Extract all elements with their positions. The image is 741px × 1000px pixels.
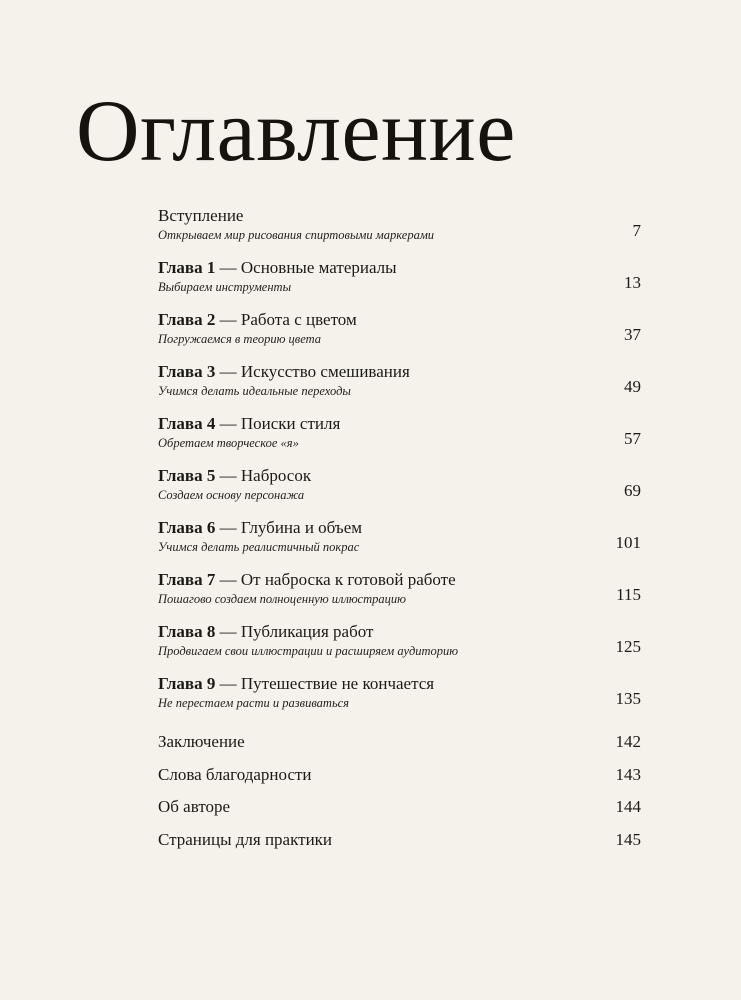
dash: — xyxy=(215,570,241,589)
page-number: 101 xyxy=(615,533,641,552)
entry-subtitle: Учимся делать идеальные переходы xyxy=(158,384,351,398)
page-number: 135 xyxy=(615,689,641,708)
toc-entry-intro[interactable] xyxy=(158,205,641,257)
entry-heading xyxy=(158,205,641,227)
chapter-number: Глава 9 xyxy=(158,674,216,693)
entry-title: Публикация работ xyxy=(240,622,374,641)
dash: — xyxy=(215,362,241,381)
page-number: 144 xyxy=(615,797,641,816)
entry-title: Глубина и объем xyxy=(240,518,362,537)
dash: — xyxy=(215,518,241,537)
chapter-number: Глава 4 xyxy=(158,414,216,433)
entry-title: Об авторе xyxy=(158,797,231,816)
page-number: 37 xyxy=(624,325,641,344)
dash: — xyxy=(215,674,241,693)
toc-entry-chapter-4[interactable] xyxy=(158,413,641,465)
entry-heading xyxy=(158,673,641,695)
page-number: 13 xyxy=(624,273,641,292)
dash: — xyxy=(215,414,241,433)
page-number: 49 xyxy=(624,377,641,396)
entry-subtitle: Открываем мир рисования спиртовыми маркерами xyxy=(158,228,435,242)
page-number: 57 xyxy=(624,429,641,448)
page-number: 69 xyxy=(624,481,641,500)
entry-heading xyxy=(158,569,641,591)
entry-title: Основные материалы xyxy=(240,258,397,277)
dash: — xyxy=(215,622,241,641)
page-title: Оглавление xyxy=(76,83,516,180)
toc-entry-chapter-7[interactable] xyxy=(158,569,641,621)
entry-subtitle: Учимся делать реалистичный покрас xyxy=(158,540,360,554)
toc-entry-chapter-6[interactable] xyxy=(158,517,641,569)
toc-entry-about-author[interactable] xyxy=(158,796,641,829)
entry-subtitle: Обретаем творческое «я» xyxy=(158,436,299,450)
entry-heading xyxy=(158,309,641,331)
table-of-contents xyxy=(158,205,641,861)
page-number: 142 xyxy=(615,732,641,751)
entry-heading xyxy=(158,621,641,643)
entry-title: Искусство смешивания xyxy=(240,362,410,381)
entry-title: Поиски стиля xyxy=(240,414,341,433)
toc-entry-acknowledgements[interactable] xyxy=(158,764,641,797)
entry-subtitle: Выбираем инструменты xyxy=(158,280,292,294)
entry-subtitle: Не перестаем расти и развиваться xyxy=(158,696,349,710)
entry-heading xyxy=(158,257,641,279)
chapter-number: Глава 5 xyxy=(158,466,216,485)
toc-entry-conclusion[interactable] xyxy=(158,731,641,764)
entry-heading xyxy=(158,465,641,487)
page-number: 7 xyxy=(632,221,641,240)
entry-subtitle: Погружаемся в теорию цвета xyxy=(158,332,322,346)
page-number: 115 xyxy=(616,585,641,604)
chapter-number: Глава 1 xyxy=(158,258,216,277)
entry-heading xyxy=(158,361,641,383)
entry-title: Заключение xyxy=(158,732,245,751)
entry-title: Путешествие не кончается xyxy=(240,674,435,693)
entry-title: Набросок xyxy=(240,466,312,485)
page-number: 143 xyxy=(615,764,641,784)
toc-entry-chapter-3[interactable] xyxy=(158,361,641,413)
toc-entry-practice-pages[interactable] xyxy=(158,829,641,862)
entry-subtitle: Создаем основу персонажа xyxy=(158,488,305,502)
chapter-number: Глава 6 xyxy=(158,518,216,537)
entry-title: От наброска к готовой работе xyxy=(240,570,456,589)
chapter-number: Глава 7 xyxy=(158,570,216,589)
toc-entry-chapter-2[interactable] xyxy=(158,309,641,361)
entry-title: Слова благодарности xyxy=(158,764,312,784)
toc-entry-chapter-5[interactable] xyxy=(158,465,641,517)
entry-subtitle: Пошагово создаем полноценную иллюстрацию xyxy=(158,592,406,606)
page-number: 145 xyxy=(615,829,641,849)
entry-title: Страницы для практики xyxy=(158,829,333,849)
chapter-number: Глава 3 xyxy=(158,362,216,381)
entry-heading xyxy=(158,413,641,435)
toc-entry-chapter-8[interactable] xyxy=(158,621,641,673)
dash: — xyxy=(215,258,241,277)
entry-title: Работа с цветом xyxy=(240,310,357,329)
page-number: 125 xyxy=(615,637,641,656)
toc-entry-chapter-9[interactable] xyxy=(158,673,641,725)
entry-heading xyxy=(158,517,641,539)
entry-subtitle: Продвигаем свои иллюстрации и расширяем аудиторию xyxy=(158,644,459,658)
entry-title: Вступление xyxy=(158,206,244,225)
dash: — xyxy=(215,310,241,329)
chapter-number: Глава 8 xyxy=(158,622,216,641)
toc-entry-chapter-1[interactable] xyxy=(158,257,641,309)
chapter-number: Глава 2 xyxy=(158,310,216,329)
dash: — xyxy=(215,466,241,485)
